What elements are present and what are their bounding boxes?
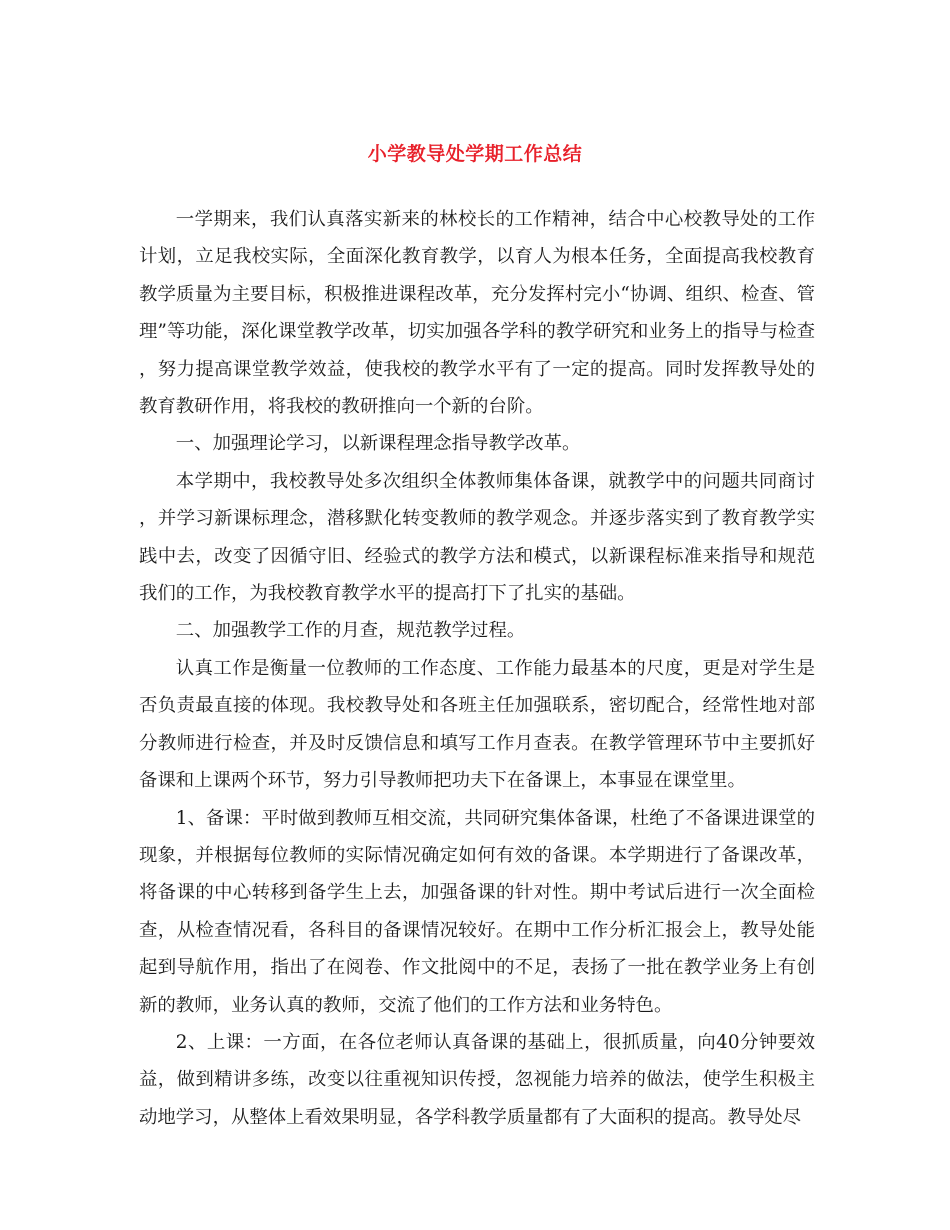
document-title: 小学教导处学期工作总结 (367, 143, 583, 165)
section-heading-1: 一、加强理论学习，以新课程理念指导教学改革。 (175, 433, 581, 455)
paragraph-section-1: 本学期中，我校教导处多次组织全体教师集体备课，就教学中的问题共同商讨，并学习新课标理念，潜移默化转变教师的教学观念。并逐步落实到了教育教学实践中去，改变了因循守旧、经验式的教学方法和模式，以新课程标准来指导和规范我们的工作，为我校教育教学水平的提高打下了扎实的基础。 (139, 470, 815, 605)
paragraph-lesson-prep: 1、备课：平时做到教师互相交流，共同研究集体备课，杜绝了不备课进课堂的现象，并根据每位教师的实际情况确定如何有效的备课。本学期进行了备课改革，将备课的中心转移到备学生上去，加强备课的针对性。期中考试后进行一次全面检查，从检查情况看，各科目的备课情况较好。在期中工作分析汇报会上，教导处能起到导航作用，指出了在阅卷、作文批阅中的不足，表扬了一批在教学业务上有创新的教师，业务认真的教师，交流了他们的工作方法和业务特色。 (139, 807, 815, 1016)
section-heading-2: 二、加强教学工作的月查，规范教学过程。 (175, 620, 526, 642)
paragraph-section-2: 认真工作是衡量一位教师的工作态度、工作能力最基本的尺度，更是对学生是否负责最直接的体现。我校教导处和各班主任加强联系，密切配合，经常性地对部分教师进行检查，并及时反馈信息和填写工作月查表。在教学管理环节中主要抓好备课和上课两个环节，努力引导教师把功夫下在备课上，本事显在课堂里。 (139, 657, 815, 792)
paragraph-teaching: 2、上课：一方面，在各位老师认真备课的基础上，很抓质量，向40分钟要效益，做到精讲多练，改变以往重视知识传授，忽视能力培养的做法，使学生积极主动地学习，从整体上看效果明显，各学科教学质量都有了大面积的提高。教导处尽 (139, 1031, 815, 1128)
document-body (139, 201, 815, 1136)
paragraph-intro: 一学期来，我们认真落实新来的林校长的工作精神，结合中心校教导处的工作计划，立足我校实际，全面深化教育教学，以育人为根本任务，全面提高我校教育教学质量为主要目标，积极推进课程改革，充分发挥村完小“协调、组织、检查、管理”等功能，深化课堂教学改革，切实加强各学科的教学研究和业务上的指导与检查，努力提高课堂教学效益，使我校的教学水平有了一定的提高。同时发挥教导处的教育教研作用，将我校的教研推向一个新的台阶。 (139, 209, 815, 418)
